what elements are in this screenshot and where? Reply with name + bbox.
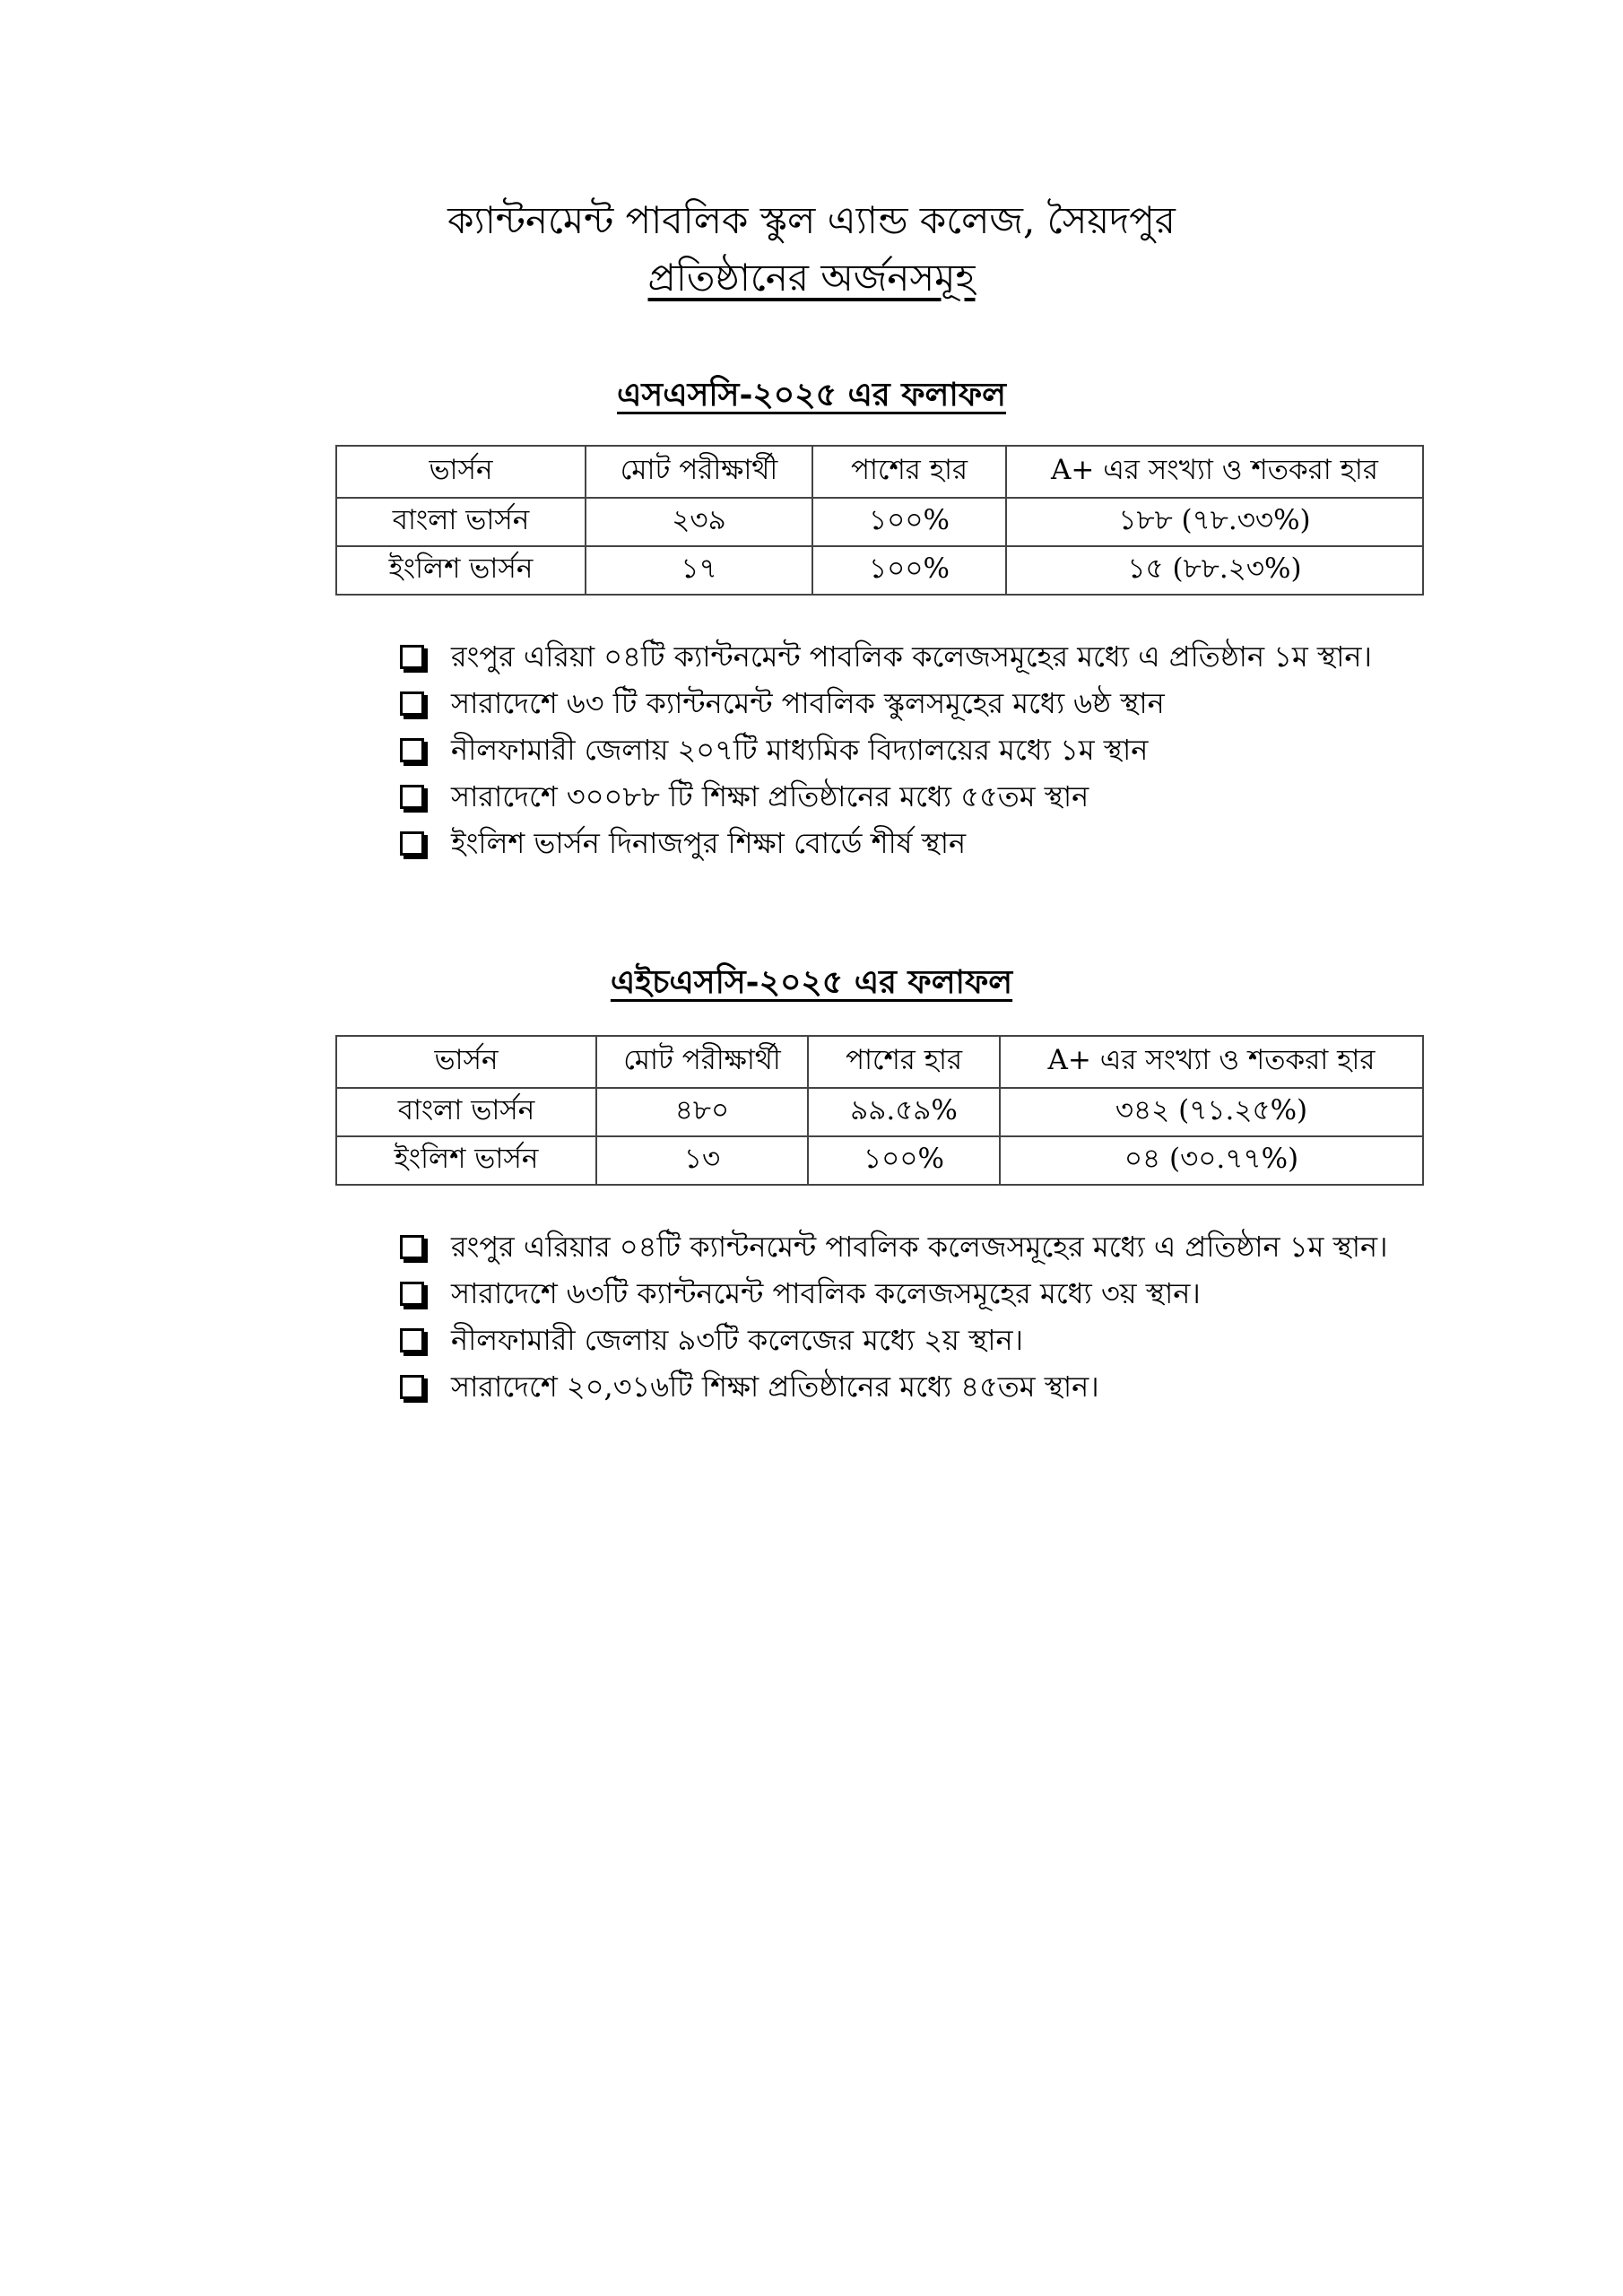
column-header: A+ এর সংখ্যা ও শতকরা হার <box>1006 446 1423 498</box>
table-header-row <box>336 446 1423 498</box>
table-cell: ১০০% <box>808 1136 1000 1185</box>
checkbox-bullet-icon <box>400 691 424 716</box>
column-header: পাশের হার <box>812 446 1006 498</box>
table-header-row <box>336 1036 1423 1088</box>
table-cell: ৪৮০ <box>596 1088 808 1136</box>
list-item-text: ইংলিশ ভার্সন দিনাজপুর শিক্ষা বোর্ডে শীর্ষ স্থান <box>451 826 967 860</box>
table-cell: বাংলা ভার্সন <box>336 1088 596 1136</box>
achievements-title: প্রতিষ্ঠানের অর্জনসমূহ <box>647 256 976 300</box>
list-item <box>400 680 1566 726</box>
column-header: পাশের হার <box>808 1036 1000 1088</box>
table-cell: ১০০% <box>812 498 1006 546</box>
table-cell: ১৩ <box>596 1136 808 1185</box>
institution-title: ক্যান্টনমেন্ট পাবলিক স্কুল এ্যান্ড কলেজ, সৈয়দপুর <box>447 198 1176 242</box>
list-item <box>400 1223 1566 1270</box>
list-item <box>400 820 1566 866</box>
column-header: ভার্সন <box>336 446 586 498</box>
table-cell: ১৭ <box>586 546 812 595</box>
list-item-text: সারাদেশে ৬৩ টি ক্যান্টনমেন্ট পাবলিক স্কুলসমূহের মধ্যে ৬ষ্ঠ স্থান <box>451 686 1165 720</box>
list-item <box>400 726 1566 773</box>
table-cell: ১৮৮ (৭৮.৩৩%) <box>1006 498 1423 546</box>
checkbox-bullet-icon <box>400 1328 424 1352</box>
checkbox-bullet-icon <box>400 738 424 762</box>
hsc-results-table <box>335 1035 1424 1186</box>
checkbox-bullet-icon <box>400 645 424 669</box>
table-cell: ইংলিশ ভার্সন <box>336 546 586 595</box>
ssc-achievements-list <box>400 633 1566 866</box>
list-item-text: সারাদেশে ২০,৩১৬টি শিক্ষা প্রতিষ্ঠানের মধ্যে ৪৫তম স্থান। <box>451 1370 1099 1404</box>
checkbox-bullet-icon <box>400 785 424 809</box>
table-cell: ০৪ (৩০.৭৭%) <box>1000 1136 1423 1185</box>
ssc-results-table <box>335 445 1424 596</box>
list-item-text: নীলফামারী জেলায় ৯৩টি কলেজের মধ্যে ২য় স্থান। <box>451 1323 1024 1357</box>
table-cell: ১০০% <box>812 546 1006 595</box>
hsc-heading: এইচএসসি-২০২৫ এর ফলাফল <box>610 963 1013 1001</box>
column-header: মোট পরীক্ষার্থী <box>586 446 812 498</box>
list-item-text: সারাদেশে ৩০০৮৮ টি শিক্ষা প্রতিষ্ঠানের মধ্যে ৫৫তম স্থান <box>451 779 1089 813</box>
list-item <box>400 633 1566 680</box>
table-row <box>336 546 1423 595</box>
hsc-achievements-list <box>400 1223 1566 1410</box>
table-cell: ৩৪২ (৭১.২৫%) <box>1000 1088 1423 1136</box>
list-item <box>400 773 1566 820</box>
column-header: ভার্সন <box>336 1036 596 1088</box>
table-cell: ইংলিশ ভার্সন <box>336 1136 596 1185</box>
column-header: A+ এর সংখ্যা ও শতকরা হার <box>1000 1036 1423 1088</box>
list-item <box>400 1317 1566 1363</box>
table-cell: ৯৯.৫৯% <box>808 1088 1000 1136</box>
list-item <box>400 1363 1566 1410</box>
list-item-text: রংপুর এরিয়া ০৪টি ক্যান্টনমেন্ট পাবলিক কলেজসমূহের মধ্যে এ প্রতিষ্ঠান ১ম স্থান। <box>451 639 1372 674</box>
table-cell: ২৩৯ <box>586 498 812 546</box>
checkbox-bullet-icon <box>400 1375 424 1399</box>
checkbox-bullet-icon <box>400 1235 424 1259</box>
table-cell: বাংলা ভার্সন <box>336 498 586 546</box>
table-row <box>336 1136 1423 1185</box>
ssc-heading: এসএসসি-২০২৫ এর ফলাফল <box>617 376 1006 413</box>
table-row <box>336 1088 1423 1136</box>
column-header: মোট পরীক্ষার্থী <box>596 1036 808 1088</box>
list-item-text: সারাদেশে ৬৩টি ক্যান্টনমেন্ট পাবলিক কলেজসমূহের মধ্যে ৩য় স্থান। <box>451 1276 1201 1310</box>
list-item-text: নীলফামারী জেলায় ২০৭টি মাধ্যমিক বিদ্যালয়ের মধ্যে ১ম স্থান <box>451 733 1149 767</box>
table-cell: ১৫ (৮৮.২৩%) <box>1006 546 1423 595</box>
table-row <box>336 498 1423 546</box>
checkbox-bullet-icon <box>400 831 424 856</box>
list-item-text: রংপুর এরিয়ার ০৪টি ক্যান্টনমেন্ট পাবলিক কলেজসমূহের মধ্যে এ প্রতিষ্ঠান ১ম স্থান। <box>451 1230 1388 1264</box>
list-item <box>400 1270 1566 1317</box>
checkbox-bullet-icon <box>400 1282 424 1306</box>
